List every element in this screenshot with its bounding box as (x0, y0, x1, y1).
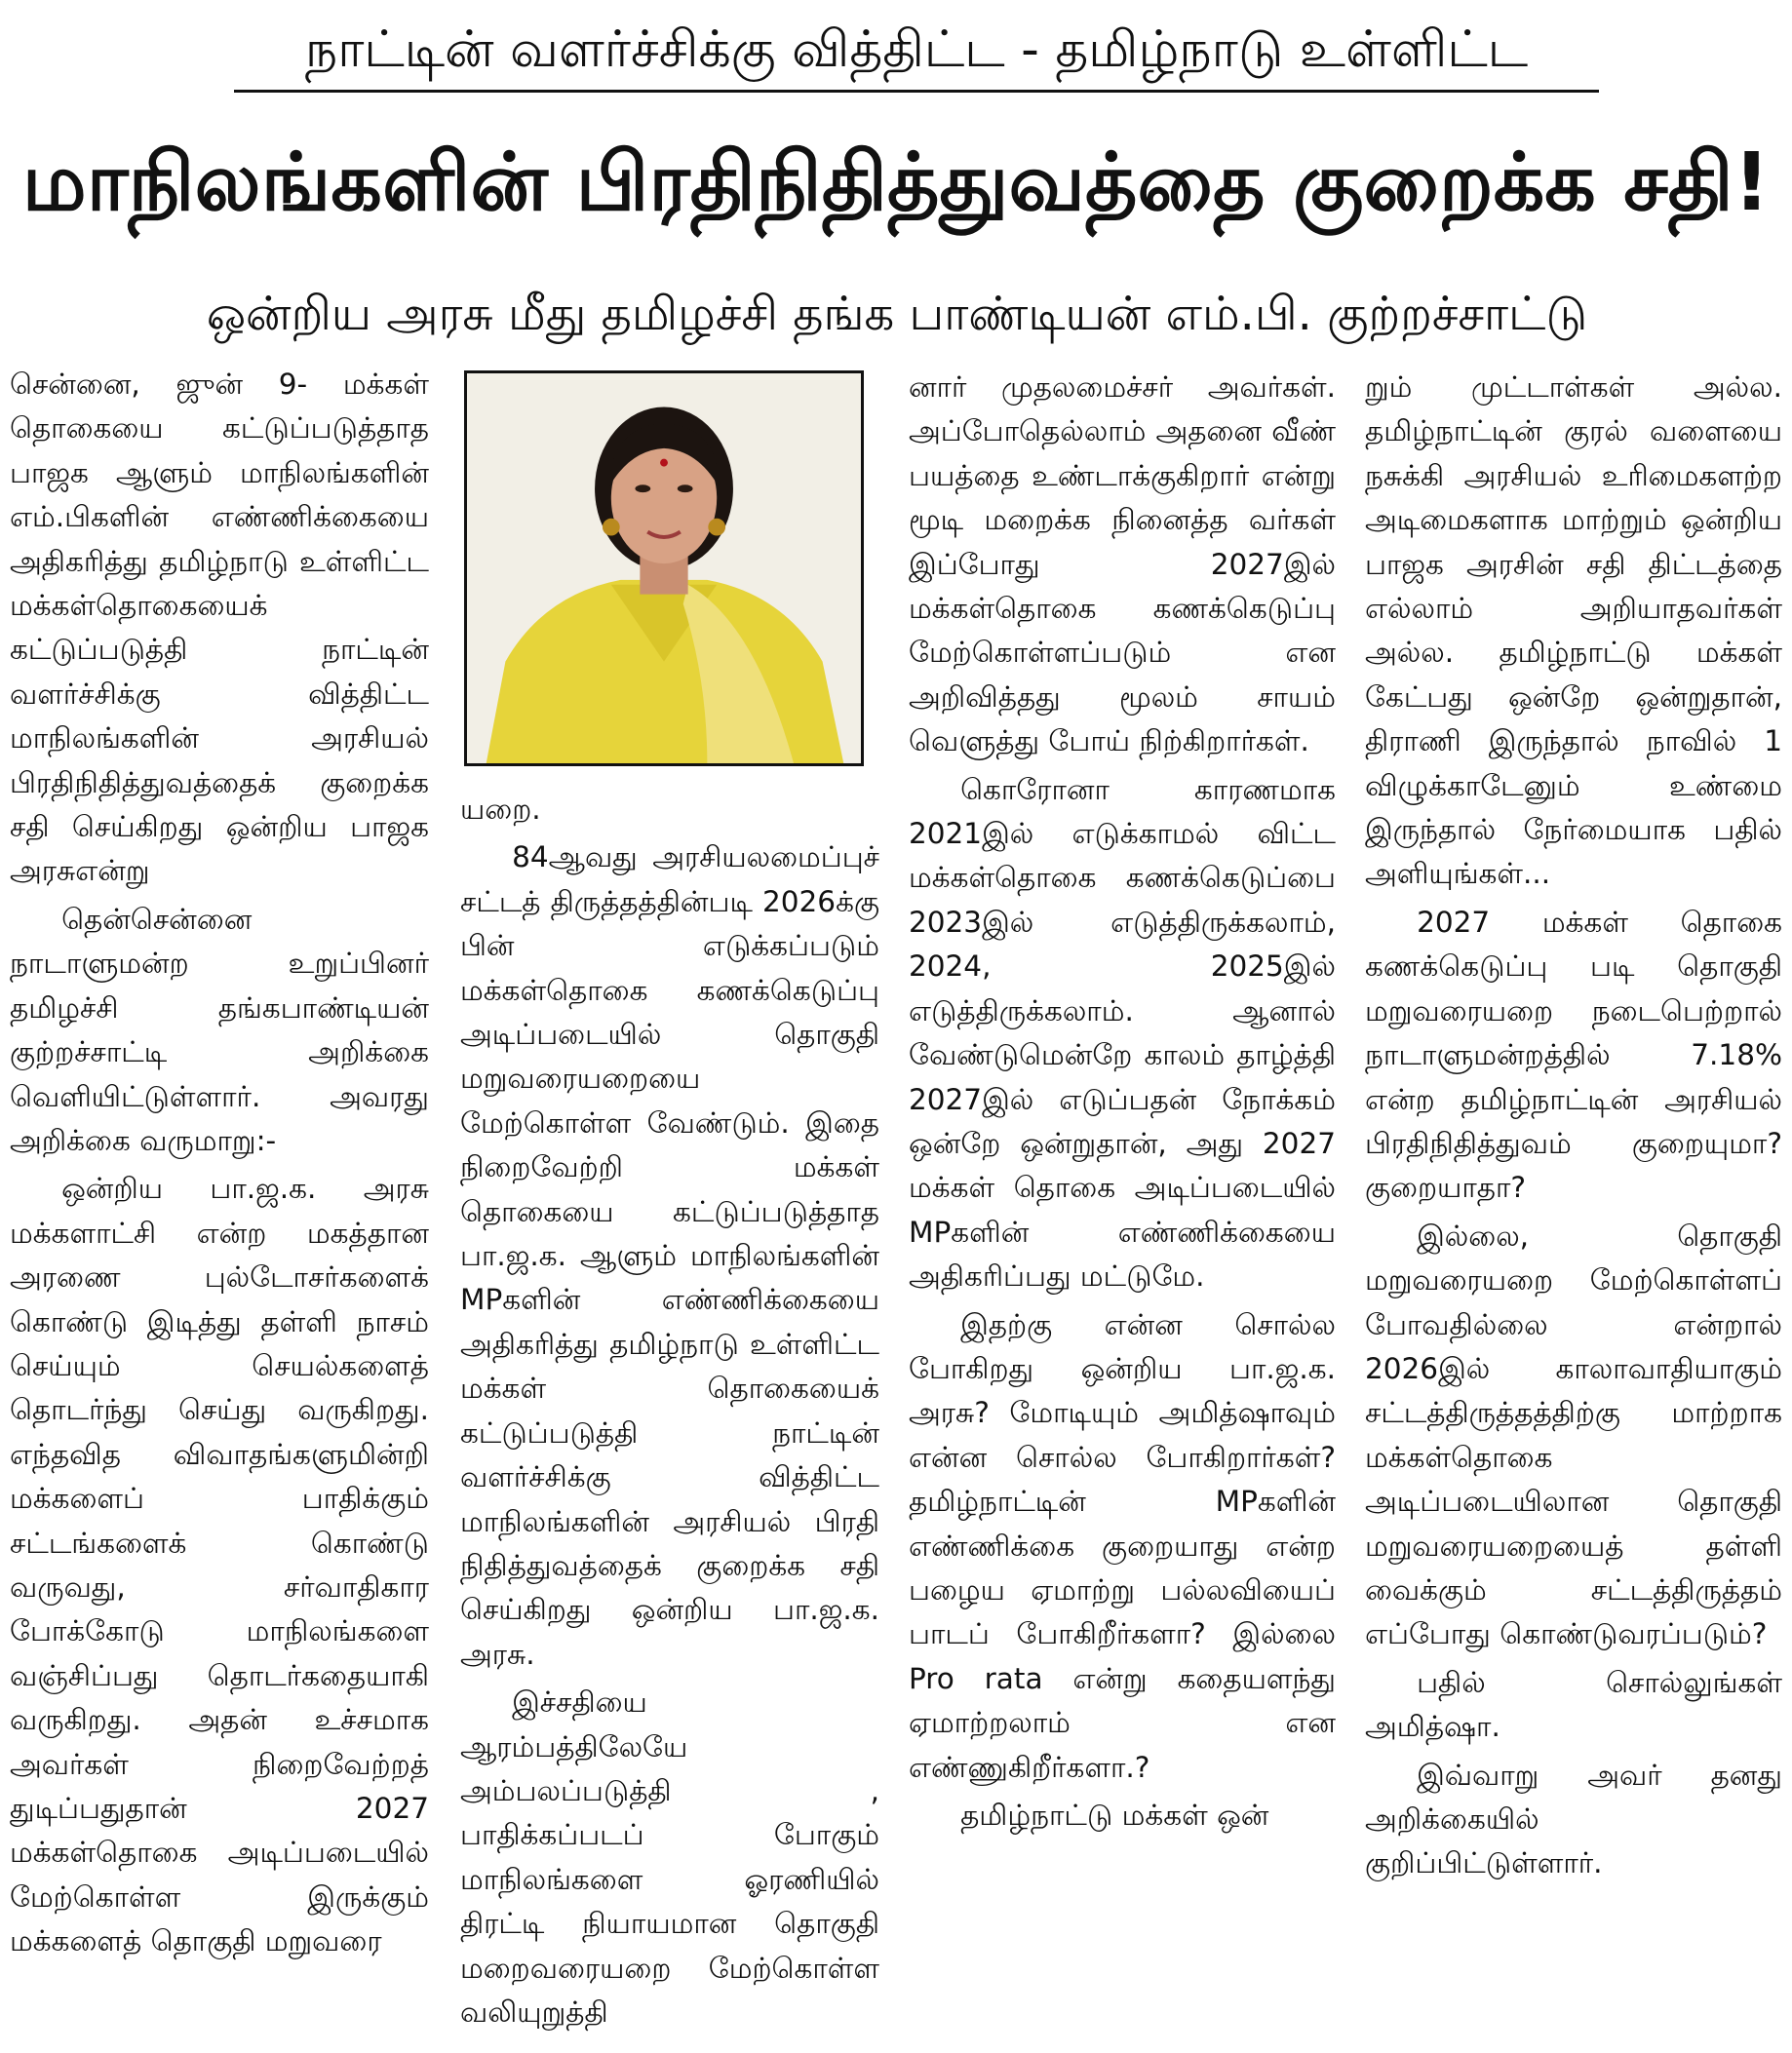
article-paragraph: 84ஆவது அரசியலமைப்புச் சட்டத் திருத்தத்தின்படி 2026க்கு பின் எடுக்கப்படும் மக்கள்தொகை கணக்கெடுப்பு அடிப்படையில் தொகுதி மறுவரையறையை மேற்கொள்ள வேண்டும். இதை நிறைவேற்றி மக்கள் தொகையை கட்டுப்படுத்தாத பா.ஜ.க. ஆளும் மாநிலங்களின் MPகளின் எண்ணிக்கையை அதிகரித்து தமிழ்நாடு உள்ளிட்ட மக்கள் தொகையைக் கட்டுப்படுத்தி நாட்டின் வளர்ச்சிக்கு வித்திட்ட மாநிலங்களின் அரசியல் பிரதி நிதித்துவத்தைக் குறைக்க சதி செய்கிறது ஒன்றிய பா.ஜ.க. அரசு. (460, 840, 879, 1671)
kicker-headline: நாட்டின் வளர்ச்சிக்கு வித்திட்ட - தமிழ்நாடு உள்ளிட்ட (304, 20, 1529, 79)
article-paragraph: ஒன்றிய பா.ஜ.க. அரசு மக்களாட்சி என்ற மகத்தான அரணை புல்டோசர்களைக் கொண்டு இடித்து தள்ளி நாசம் செய்யும் செயல்களைத் தொடர்ந்து செய்து வருகிறது. எந்தவித விவாதங்களுமின்றி மக்களைப் பாதிக்கும் சட்டங்களைக் கொண்டு வருவது, சர்வாதிகார போக்கோடு மாநிலங்களை வஞ்சிப்பது தொடர்கதையாகி வருகிறது. அதன் உச்சமாக அவர்கள் நிறைவேற்றத் துடிப்பதுதான் 2027 மக்கள்தொகை அடிப்படையில் மேற்கொள்ள இருக்கும் மக்களைத் தொகுதி மறுவரை (10, 1172, 429, 1958)
article-paragraph: தென்சென்னை நாடாளுமன்ற உறுப்பினர் தமிழச்சி தங்கபாண்டியன் குற்றச்சாட்டி அறிக்கை வெளியிட்டுள்ளார். அவரது அறிக்கை வருமாறு:- (10, 902, 429, 1157)
article-paragraph: தமிழ்நாட்டு மக்கள் ஒன் (960, 1799, 1269, 1832)
article-paragraph: 2027 மக்கள் தொகை கணக்கெடுப்பு படி தொகுதி மறுவரையறை நடைபெற்றால் நாடாளுமன்றத்தில் 7.18% என்ற தமிழ்நாட்டின் அரசியல் பிரதிநிதித்துவம் குறையுமா? குறையாதா? (1365, 905, 1782, 1205)
article-paragraph: இச்சதியை ஆரம்பத்திலேயே அம்பலப்படுத்தி , பாதிக்கப்படப் போகும் மாநிலங்களை ஓரணியில் திரட்டி நியாயமான தொகுதி மறைவரையறை மேற்கொள்ள வலியுறுத்தி (460, 1685, 879, 2029)
article-paragraph: இதற்கு என்ன சொல்ல போகிறது ஒன்றிய பா.ஜ.க. அரசு? மோடியும் அமித்ஷாவும் என்ன சொல்ல போகிறார்கள்? தமிழ்நாட்டின் MPகளின் எண்ணிக்கை குறையாது என்ற பழைய ஏமாற்று பல்லவியைப் பாடப் போகிறீர்களா? இல்லை Pro rata என்று கதையளந்து ஏமாற்றலாம் என எண்ணுகிறீர்களா.? (909, 1307, 1336, 1784)
article-paragraph: னார் முதலமைச்சர் அவர்கள். அப்போதெல்லாம் அதனை வீண் பயத்தை உண்டாக்குகிறார் என்று மூடி மறைக்க நினைத்த வர்கள் இப்போது 2027இல் மக்கள்தொகை கணக்கெடுப்பு மேற்கொள்ளப்படும் என அறிவித்தது மூலம் சாயம் வெளுத்து போய் நிற்கிறார்கள். (909, 370, 1336, 758)
article-column-3 (909, 366, 1336, 2046)
photo-frame (464, 370, 864, 766)
article-paragraph: யறை. (460, 793, 541, 826)
article-paragraph: றும் முட்டாள்கள் அல்ல. தமிழ்நாட்டின் குரல் வளையை நசுக்கி அரசியல் உரிமைகளற்ற அடிமைகளாக மாற்றும் ஒன்றிய பாஜக அரசின் சதி திட்டத்தை எல்லாம் அறியாதவர்கள் அல்ல. தமிழ்நாட்டு மக்கள் கேட்பது ஒன்றே ஒன்றுதான், திராணி இருந்தால் நாவில் 1 விழுக்காடேனும் உண்மை இருந்தால் நேர்மையாக பதில் அளியுங்கள்... (1365, 370, 1782, 891)
article-paragraph: சென்னை, ஜுன் 9- மக்கள் தொகையை கட்டுப்படுத்தாத பாஜக ஆளும் மாநிலங்களின் எம்.பிகளின் எண்ணிக்கையை அதிகரித்து தமிழ்நாடு உள்ளிட்ட மக்கள்தொகையைக் கட்டுப்படுத்தி நாட்டின் வளர்ச்சிக்கு வித்திட்ட மாநிலங்களின் அரசியல் பிரதிநிதித்துவத்தைக் குறைக்க சதி செய்கிறது ஒன்றிய பாஜக அரசுஎன்று (10, 368, 429, 888)
portrait-of-woman-icon (467, 373, 861, 763)
kicker-underline (234, 90, 1599, 93)
sub-headline: ஒன்றிய அரசு மீது தமிழச்சி தங்க பாண்டியன் எம்.பி. குற்றச்சாட்டு (206, 287, 1588, 341)
article-column-4 (1365, 366, 1782, 2046)
article-paragraph: பதில் சொல்லுங்கள் அமித்ஷா. (1365, 1665, 1782, 1744)
article-column-2 (460, 788, 879, 2043)
main-headline: மாநிலங்களின் பிரதிநிதித்துவத்தை குறைக்க சதி! (21, 136, 1771, 229)
article-column-1 (10, 363, 429, 2043)
article-paragraph: இவ்வாறு அவர் தனது அறிக்கையில் குறிப்பிட்டுள்ளார். (1365, 1758, 1782, 1880)
article-paragraph: இல்லை, தொகுதி மறுவரையறை மேற்கொள்ளப் போவதில்லை என்றால் 2026இல் காலாவாதியாகும் சட்டத்திருத்தத்திற்கு மாற்றாக மக்கள்தொகை அடிப்படையிலான தொகுதி மறுவரையறையைத் தள்ளி வைக்கும் சட்டத்திருத்தம் எப்போது கொண்டுவரப்படும்? (1365, 1219, 1782, 1651)
article-paragraph: கொரோனா காரணமாக 2021இல் எடுக்காமல் விட்ட மக்கள்தொகை கணக்கெடுப்பை 2023இல் எடுத்திருக்கலாம், 2024, 2025இல் எடுத்திருக்கலாம். ஆனால் வேண்டுமென்றே காலம் தாழ்த்தி 2027இல் எடுப்பதன் நோக்கம் ஒன்றே ஒன்றுதான், அது 2027 மக்கள் தொகை அடிப்படையில் MPகளின் எண்ணிக்கையை அதிகரிப்பது மட்டுமே. (909, 772, 1336, 1294)
